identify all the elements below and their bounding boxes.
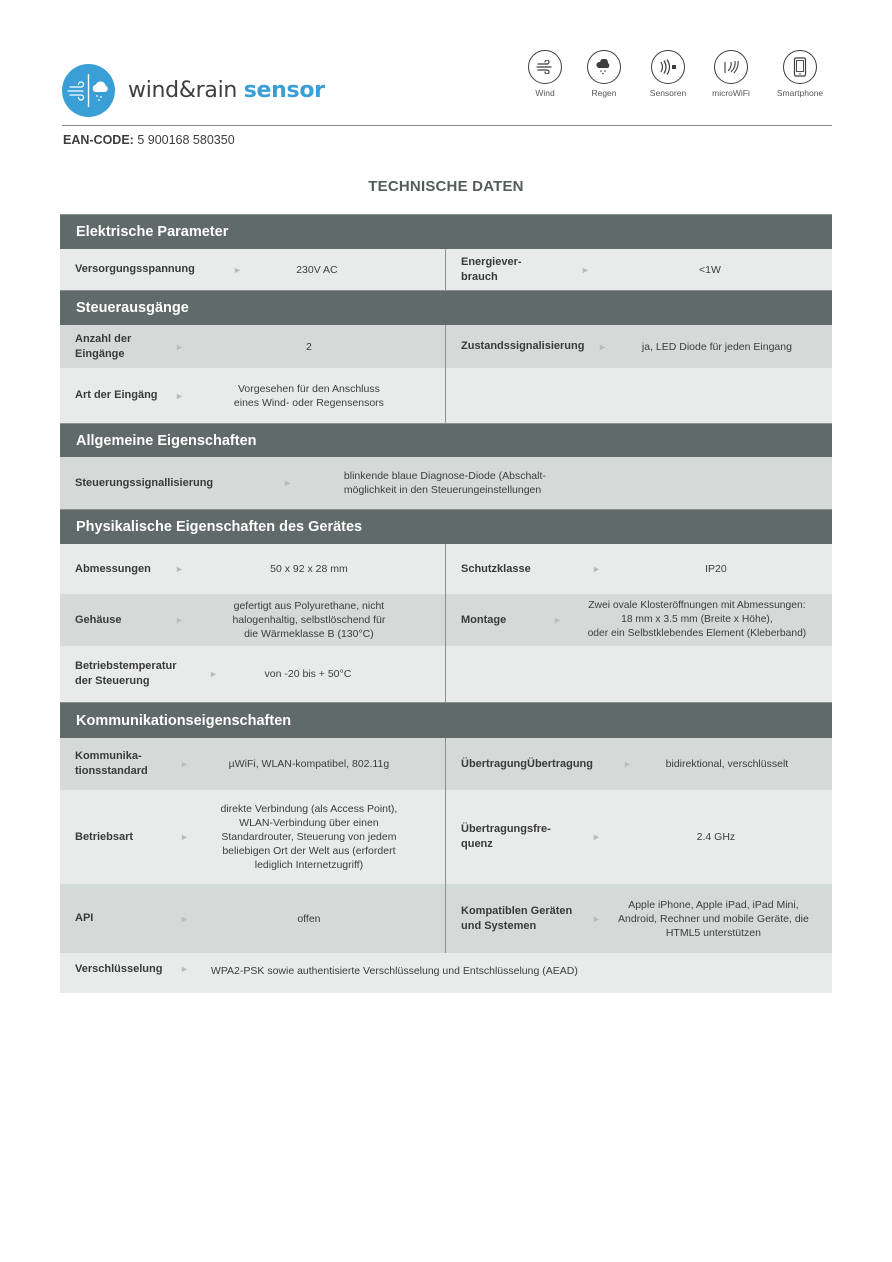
spec-cell xyxy=(446,249,832,290)
arrow-right-icon: ► xyxy=(233,264,242,275)
spec-label: Verschlüsselung xyxy=(75,963,163,975)
spec-label-line: und Systemen xyxy=(461,919,537,932)
table-row xyxy=(60,594,832,646)
spec-value: offen xyxy=(297,912,321,925)
spec-value xyxy=(601,898,826,940)
spec-cell xyxy=(60,790,446,884)
feature-wind xyxy=(515,50,575,98)
spec-value: von -20 bis + 50°C xyxy=(264,668,352,680)
spec-cell xyxy=(446,790,832,884)
arrow-right-icon: ► xyxy=(592,564,601,574)
spec-value: µWiFi, WLAN-kompatibel, 802.11g xyxy=(228,758,390,770)
spec-cell xyxy=(446,594,832,646)
spec-value: ja, LED Diode für jeden Eingang xyxy=(641,340,792,353)
section-header: Physikalische Eigenschaften des Gerätes xyxy=(60,509,832,544)
spec-label: Betriebsart xyxy=(75,830,134,843)
arrow-right-icon: ► xyxy=(180,964,189,974)
spec-value: 2 xyxy=(306,340,312,353)
spec-label-line: Kommunika- xyxy=(75,750,142,762)
spec-cell xyxy=(446,544,832,594)
spec-value-line: Apple iPhone, Apple iPad, iPad Mini, xyxy=(628,898,799,911)
feature-label: Regen xyxy=(591,88,617,98)
spec-value: WPA2-PSK sowie authentisierte Verschlüsselung und Entschlüsselung (AEAD) xyxy=(210,965,578,977)
brand-name-accent: sensor xyxy=(243,78,325,103)
feature-label: Smartphone xyxy=(776,88,824,98)
wind-icon xyxy=(528,50,562,84)
spec-value-line: WLAN-Verbindung über einen xyxy=(239,817,379,829)
feature-sensors xyxy=(638,50,698,98)
spec-label xyxy=(446,904,592,934)
table-row xyxy=(60,738,832,790)
spec-label: Montage xyxy=(461,613,507,626)
spec-label: Gehäuse xyxy=(75,613,122,626)
arrow-right-icon: ► xyxy=(592,913,601,924)
spec-label: Versorgungsspannung xyxy=(75,263,195,275)
spec-cell xyxy=(60,368,446,423)
spec-label: Zustandssignalisierung xyxy=(461,340,585,352)
spec-cell xyxy=(60,646,446,702)
empty-cell xyxy=(446,646,832,702)
spec-value-line: möglichkeit in den Steuerungeinstellungen xyxy=(343,484,542,496)
spec-value: IP20 xyxy=(705,563,727,575)
arrow-right-icon: ► xyxy=(598,341,607,352)
table-row xyxy=(60,953,832,993)
arrow-right-icon: ► xyxy=(592,832,601,842)
arrow-right-icon: ► xyxy=(175,564,184,574)
spec-value-line: Android, Rechner und mobile Geräte, die xyxy=(617,912,809,925)
feature-smartphone xyxy=(770,50,830,98)
spec-value-line: lediglich Internetzugriff) xyxy=(254,859,364,871)
ean-code xyxy=(63,133,235,147)
header-divider xyxy=(62,125,832,126)
spec-value-line: 18 mm x 3.5 mm (Breite x Höhe), xyxy=(621,614,773,625)
rain-cloud-icon xyxy=(587,50,621,84)
table-row xyxy=(60,368,832,423)
spec-label-line: brauch xyxy=(461,270,498,283)
spec-label-line: Kompatiblen Geräten xyxy=(461,904,573,917)
sensor-signal-icon xyxy=(651,50,685,84)
arrow-right-icon: ► xyxy=(175,341,184,352)
spec-label-line: tionsstandard xyxy=(75,765,148,777)
spec-cell xyxy=(60,594,446,646)
feature-microwifi xyxy=(701,50,761,98)
brand-name-primary: wind&rain xyxy=(128,78,238,103)
microwifi-icon xyxy=(714,50,748,84)
spec-value xyxy=(184,599,434,641)
spec-label: Abmessungen xyxy=(75,562,151,575)
spec-value: <1W xyxy=(698,263,721,276)
arrow-right-icon: ► xyxy=(581,264,590,275)
spec-cell xyxy=(446,325,832,368)
spec-value xyxy=(292,469,644,497)
arrow-right-icon: ► xyxy=(553,615,562,625)
spec-cell xyxy=(60,884,446,953)
spec-label xyxy=(446,255,581,285)
section-header: Allgemeine Eigenschaften xyxy=(60,423,832,457)
spec-label-line: Übertragungsfre- xyxy=(461,823,551,835)
section-header: Elektrische Parameter xyxy=(60,214,832,249)
arrow-right-icon: ► xyxy=(209,669,218,679)
spec-cell xyxy=(60,249,446,290)
spec-label-line: Eingänge xyxy=(75,347,125,360)
spec-value-line: gefertigt aus Polyurethane, nicht xyxy=(233,600,385,612)
spec-value-line: Vorgesehen für den Anschluss xyxy=(237,382,380,395)
spec-value-line: HTML5 unterstützen xyxy=(665,926,761,939)
spec-value-line: die Wärmeklasse B (130°C) xyxy=(244,628,374,640)
spec-label: ÜbertragungÜbertragung xyxy=(461,757,593,770)
spec-value xyxy=(184,382,434,410)
smartphone-icon xyxy=(783,50,817,84)
spec-value: 230V AC xyxy=(296,263,338,276)
table-row xyxy=(60,884,832,953)
spec-label: Art der Eingäng xyxy=(75,389,158,401)
feature-label: Sensoren xyxy=(649,88,687,98)
spec-value-line: blinkende blaue Diagnose-Diode (Abschalt- xyxy=(343,470,546,482)
spec-label: Steuerungssignallisierung xyxy=(75,476,214,489)
spec-label: API xyxy=(75,912,94,924)
spec-value-line: oder ein Selbstklebendes Element (Kleberband) xyxy=(587,628,807,639)
arrow-right-icon: ► xyxy=(283,478,292,488)
section-header: Steuerausgänge xyxy=(60,290,832,325)
table-row xyxy=(60,325,832,368)
feature-label: Wind xyxy=(535,88,555,98)
ean-value: 5 900168 580350 xyxy=(137,133,235,147)
feature-rain xyxy=(574,50,634,98)
spec-label-line: Energiever- xyxy=(461,255,522,268)
section-header: Kommunikationseigenschaften xyxy=(60,702,832,738)
arrow-right-icon: ► xyxy=(175,615,184,625)
spec-cell xyxy=(60,962,832,978)
arrow-right-icon: ► xyxy=(180,832,189,842)
feature-label: microWiFi xyxy=(712,88,750,98)
spec-value-line: halogenhaltig, selbstlöschend für xyxy=(232,614,386,626)
arrow-right-icon: ► xyxy=(180,913,189,924)
spec-cell xyxy=(446,884,832,953)
ean-label: EAN-CODE: xyxy=(63,133,134,147)
wind-rain-logo-icon xyxy=(62,64,115,117)
page-title: TECHNISCHE DATEN xyxy=(368,178,524,195)
spec-label-line: Anzahl der xyxy=(75,332,132,345)
spec-value-line: Zwei ovale Klosteröffnungen mit Abmessungen: xyxy=(588,600,806,611)
spec-label xyxy=(60,659,209,689)
spec-label-line: quenz xyxy=(461,838,493,850)
brand-wordmark xyxy=(128,78,325,103)
spec-cell xyxy=(60,325,446,368)
arrow-right-icon: ► xyxy=(175,390,184,401)
spec-label xyxy=(60,749,180,779)
spec-value-line: eines Wind- oder Regensensors xyxy=(233,396,384,409)
spec-label xyxy=(446,822,592,852)
spec-label-line: Betriebstemperatur xyxy=(75,660,177,672)
spec-value: bidirektional, verschlüsselt xyxy=(665,758,789,770)
spec-table xyxy=(60,214,832,993)
spec-cell xyxy=(60,544,446,594)
table-row xyxy=(60,457,832,509)
spec-value: 2.4 GHz xyxy=(696,831,736,843)
spec-value-line: Standardrouter, Steuerung von jedem xyxy=(221,831,397,843)
spec-cell xyxy=(446,738,832,790)
arrow-right-icon: ► xyxy=(623,759,632,769)
spec-value: 50 x 92 x 28 mm xyxy=(270,563,348,575)
spec-label-line: der Steuerung xyxy=(75,675,150,687)
table-row xyxy=(60,544,832,594)
spec-label xyxy=(60,332,175,362)
spec-cell xyxy=(60,457,832,509)
empty-cell xyxy=(446,368,832,423)
table-row xyxy=(60,646,832,702)
spec-label: Schutzklasse xyxy=(461,562,531,575)
arrow-right-icon: ► xyxy=(180,759,189,769)
brand-logo-icon xyxy=(62,64,115,117)
table-row xyxy=(60,790,832,884)
spec-value xyxy=(562,599,832,641)
table-row xyxy=(60,249,832,290)
spec-value-line: beliebigen Ort der Welt aus (erfordert xyxy=(222,845,396,857)
spec-value-line: direkte Verbindung (als Access Point), xyxy=(220,803,398,815)
spec-cell xyxy=(60,738,446,790)
spec-value xyxy=(189,802,429,872)
